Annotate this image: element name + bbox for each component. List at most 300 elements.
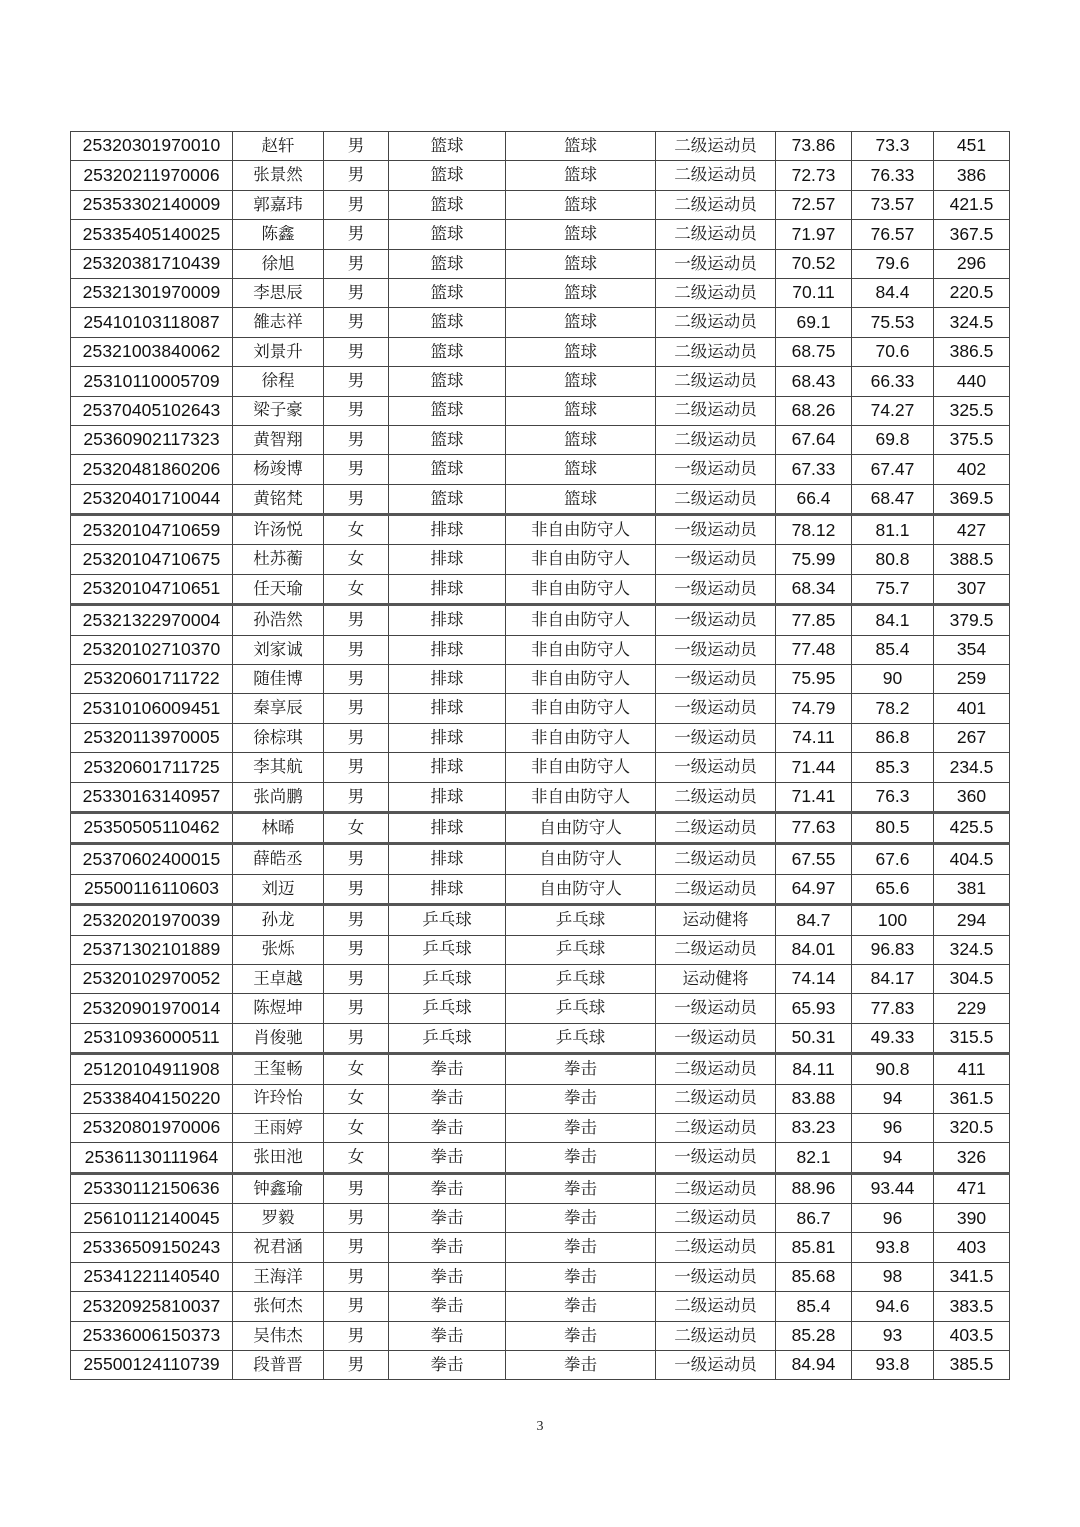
cell-score-2: 78.2 [852, 694, 934, 723]
cell-score-3: 304.5 [934, 964, 1010, 993]
cell-name: 刘迈 [233, 874, 324, 904]
cell-exam-id: 25350505110462 [71, 812, 233, 843]
cell-sport: 篮球 [389, 220, 506, 249]
cell-gender: 男 [324, 665, 389, 694]
cell-athlete-level: 二级运动员 [656, 874, 776, 904]
cell-score-3: 388.5 [934, 545, 1010, 574]
cell-sport: 篮球 [389, 425, 506, 454]
cell-exam-id: 25310110005709 [71, 367, 233, 396]
cell-gender: 男 [324, 1321, 389, 1350]
cell-name: 林晞 [233, 812, 324, 843]
cell-athlete-level: 二级运动员 [656, 1233, 776, 1262]
cell-sport: 拳击 [389, 1084, 506, 1113]
table-row [71, 723, 1010, 752]
cell-name: 徐棕琪 [233, 723, 324, 752]
cell-gender: 男 [324, 935, 389, 964]
cell-name: 陈鑫 [233, 220, 324, 249]
cell-sport: 乒乓球 [389, 1023, 506, 1053]
cell-name: 陈煜坤 [233, 994, 324, 1023]
cell-event: 自由防守人 [506, 812, 656, 843]
cell-sport: 拳击 [389, 1321, 506, 1350]
cell-score-3: 259 [934, 665, 1010, 694]
cell-event: 非自由防守人 [506, 753, 656, 782]
cell-event: 非自由防守人 [506, 574, 656, 604]
cell-exam-id: 25320801970006 [71, 1113, 233, 1142]
cell-event: 拳击 [506, 1351, 656, 1380]
cell-sport: 排球 [389, 753, 506, 782]
cell-name: 孙浩然 [233, 605, 324, 635]
cell-name: 张尚鹏 [233, 782, 324, 812]
cell-event: 非自由防守人 [506, 782, 656, 812]
cell-event: 非自由防守人 [506, 635, 656, 664]
cell-event: 拳击 [506, 1233, 656, 1262]
cell-athlete-level: 二级运动员 [656, 1321, 776, 1350]
cell-gender: 男 [324, 396, 389, 425]
cell-score-3: 421.5 [934, 190, 1010, 219]
cell-gender: 女 [324, 515, 389, 545]
cell-score-1: 85.68 [776, 1262, 852, 1291]
cell-score-2: 93.8 [852, 1351, 934, 1380]
cell-sport: 排球 [389, 812, 506, 843]
cell-gender: 男 [324, 1262, 389, 1291]
cell-sport: 篮球 [389, 278, 506, 307]
cell-sport: 拳击 [389, 1262, 506, 1291]
cell-exam-id: 25353302140009 [71, 190, 233, 219]
cell-athlete-level: 二级运动员 [656, 190, 776, 219]
cell-sport: 排球 [389, 723, 506, 752]
cell-name: 雒志祥 [233, 308, 324, 337]
cell-score-1: 69.1 [776, 308, 852, 337]
cell-score-1: 50.31 [776, 1023, 852, 1053]
cell-exam-id: 25335405140025 [71, 220, 233, 249]
cell-exam-id: 25320104710675 [71, 545, 233, 574]
cell-exam-id: 25500124110739 [71, 1351, 233, 1380]
table-row [71, 635, 1010, 664]
cell-score-1: 84.94 [776, 1351, 852, 1380]
cell-name: 张景然 [233, 161, 324, 190]
cell-score-2: 86.8 [852, 723, 934, 752]
cell-event: 篮球 [506, 161, 656, 190]
cell-event: 拳击 [506, 1204, 656, 1233]
cell-athlete-level: 运动健将 [656, 964, 776, 993]
cell-event: 乒乓球 [506, 994, 656, 1023]
cell-score-1: 77.48 [776, 635, 852, 664]
cell-gender: 男 [324, 484, 389, 514]
cell-athlete-level: 二级运动员 [656, 1113, 776, 1142]
cell-score-3: 324.5 [934, 308, 1010, 337]
cell-exam-id: 25320481860206 [71, 455, 233, 484]
cell-athlete-level: 一级运动员 [656, 545, 776, 574]
cell-athlete-level: 一级运动员 [656, 635, 776, 664]
cell-score-1: 71.41 [776, 782, 852, 812]
cell-athlete-level: 一级运动员 [656, 1143, 776, 1173]
cell-score-1: 83.88 [776, 1084, 852, 1113]
table-row [71, 694, 1010, 723]
cell-athlete-level: 二级运动员 [656, 484, 776, 514]
cell-exam-id: 25320401710044 [71, 484, 233, 514]
cell-gender: 女 [324, 1084, 389, 1113]
roster-body [71, 132, 1010, 1380]
cell-athlete-level: 一级运动员 [656, 1351, 776, 1380]
table-row [71, 812, 1010, 843]
cell-exam-id: 25336509150243 [71, 1233, 233, 1262]
cell-athlete-level: 一级运动员 [656, 1023, 776, 1053]
cell-event: 乒乓球 [506, 905, 656, 935]
cell-sport: 拳击 [389, 1143, 506, 1173]
cell-sport: 拳击 [389, 1204, 506, 1233]
cell-score-3: 369.5 [934, 484, 1010, 514]
cell-score-3: 315.5 [934, 1023, 1010, 1053]
cell-score-2: 79.6 [852, 249, 934, 278]
cell-sport: 排球 [389, 635, 506, 664]
cell-athlete-level: 一级运动员 [656, 1262, 776, 1291]
cell-score-1: 85.81 [776, 1233, 852, 1262]
table-row [71, 515, 1010, 545]
cell-athlete-level: 二级运动员 [656, 1173, 776, 1203]
cell-score-3: 296 [934, 249, 1010, 278]
cell-score-3: 294 [934, 905, 1010, 935]
cell-exam-id: 25320301970010 [71, 132, 233, 161]
cell-name: 郭嘉玮 [233, 190, 324, 219]
cell-exam-id: 25320381710439 [71, 249, 233, 278]
cell-score-2: 73.57 [852, 190, 934, 219]
cell-sport: 拳击 [389, 1351, 506, 1380]
cell-score-1: 78.12 [776, 515, 852, 545]
cell-score-3: 402 [934, 455, 1010, 484]
cell-score-3: 404.5 [934, 844, 1010, 874]
cell-gender: 男 [324, 1204, 389, 1233]
cell-exam-id: 25320102970052 [71, 964, 233, 993]
cell-score-2: 74.27 [852, 396, 934, 425]
cell-score-2: 67.47 [852, 455, 934, 484]
table-row [71, 753, 1010, 782]
cell-score-1: 71.44 [776, 753, 852, 782]
cell-sport: 排球 [389, 545, 506, 574]
table-row [71, 367, 1010, 396]
cell-score-1: 72.57 [776, 190, 852, 219]
cell-exam-id: 25361130111964 [71, 1143, 233, 1173]
cell-score-3: 324.5 [934, 935, 1010, 964]
cell-sport: 拳击 [389, 1233, 506, 1262]
cell-event: 非自由防守人 [506, 545, 656, 574]
cell-score-2: 84.1 [852, 605, 934, 635]
cell-name: 张田池 [233, 1143, 324, 1173]
cell-gender: 男 [324, 874, 389, 904]
cell-athlete-level: 一级运动员 [656, 249, 776, 278]
cell-gender: 男 [324, 994, 389, 1023]
cell-score-2: 75.53 [852, 308, 934, 337]
cell-athlete-level: 二级运动员 [656, 1204, 776, 1233]
table-row [71, 1292, 1010, 1321]
cell-gender: 男 [324, 190, 389, 219]
cell-exam-id: 25320601711722 [71, 665, 233, 694]
cell-exam-id: 25330112150636 [71, 1173, 233, 1203]
table-row [71, 1143, 1010, 1173]
cell-athlete-level: 一级运动员 [656, 455, 776, 484]
cell-sport: 排球 [389, 665, 506, 694]
cell-event: 篮球 [506, 308, 656, 337]
table-row [71, 425, 1010, 454]
cell-exam-id: 25321003840062 [71, 337, 233, 366]
cell-name: 罗毅 [233, 1204, 324, 1233]
cell-exam-id: 25320601711725 [71, 753, 233, 782]
cell-score-2: 73.3 [852, 132, 934, 161]
cell-event: 拳击 [506, 1173, 656, 1203]
cell-score-3: 220.5 [934, 278, 1010, 307]
cell-exam-id: 25320901970014 [71, 994, 233, 1023]
table-row [71, 1173, 1010, 1203]
cell-sport: 拳击 [389, 1054, 506, 1084]
cell-score-3: 451 [934, 132, 1010, 161]
cell-exam-id: 25120104911908 [71, 1054, 233, 1084]
table-row [71, 132, 1010, 161]
cell-score-3: 375.5 [934, 425, 1010, 454]
cell-sport: 篮球 [389, 484, 506, 514]
cell-score-1: 85.28 [776, 1321, 852, 1350]
cell-score-1: 66.4 [776, 484, 852, 514]
cell-name: 梁子豪 [233, 396, 324, 425]
cell-gender: 男 [324, 455, 389, 484]
cell-score-3: 367.5 [934, 220, 1010, 249]
cell-sport: 排球 [389, 694, 506, 723]
table-row [71, 905, 1010, 935]
cell-sport: 乒乓球 [389, 935, 506, 964]
table-row [71, 665, 1010, 694]
cell-athlete-level: 二级运动员 [656, 1292, 776, 1321]
table-row [71, 396, 1010, 425]
table-row [71, 1321, 1010, 1350]
cell-sport: 拳击 [389, 1113, 506, 1142]
cell-sport: 篮球 [389, 190, 506, 219]
cell-score-1: 74.79 [776, 694, 852, 723]
cell-exam-id: 25321322970004 [71, 605, 233, 635]
cell-event: 乒乓球 [506, 1023, 656, 1053]
cell-score-2: 65.6 [852, 874, 934, 904]
cell-score-1: 73.86 [776, 132, 852, 161]
cell-score-2: 49.33 [852, 1023, 934, 1053]
cell-name: 许玲怡 [233, 1084, 324, 1113]
cell-gender: 女 [324, 812, 389, 843]
cell-score-1: 64.97 [776, 874, 852, 904]
cell-score-1: 88.96 [776, 1173, 852, 1203]
cell-athlete-level: 二级运动员 [656, 396, 776, 425]
table-row [71, 278, 1010, 307]
cell-score-1: 75.95 [776, 665, 852, 694]
cell-name: 刘家诚 [233, 635, 324, 664]
table-row [71, 545, 1010, 574]
cell-score-1: 74.14 [776, 964, 852, 993]
cell-gender: 男 [324, 844, 389, 874]
table-row [71, 844, 1010, 874]
cell-event: 拳击 [506, 1143, 656, 1173]
cell-event: 篮球 [506, 484, 656, 514]
cell-score-2: 90 [852, 665, 934, 694]
cell-score-3: 267 [934, 723, 1010, 752]
cell-exam-id: 25310936000511 [71, 1023, 233, 1053]
cell-event: 篮球 [506, 367, 656, 396]
cell-exam-id: 25320113970005 [71, 723, 233, 752]
cell-name: 李其航 [233, 753, 324, 782]
cell-score-2: 90.8 [852, 1054, 934, 1084]
cell-sport: 篮球 [389, 249, 506, 278]
cell-score-3: 307 [934, 574, 1010, 604]
cell-name: 钟鑫瑜 [233, 1173, 324, 1203]
cell-athlete-level: 二级运动员 [656, 935, 776, 964]
cell-name: 杜苏蘅 [233, 545, 324, 574]
cell-gender: 男 [324, 367, 389, 396]
cell-gender: 男 [324, 308, 389, 337]
cell-event: 篮球 [506, 220, 656, 249]
cell-exam-id: 25410103118087 [71, 308, 233, 337]
cell-score-1: 68.75 [776, 337, 852, 366]
cell-name: 王卓越 [233, 964, 324, 993]
cell-sport: 排球 [389, 844, 506, 874]
cell-score-1: 67.33 [776, 455, 852, 484]
cell-score-1: 68.43 [776, 367, 852, 396]
cell-gender: 男 [324, 635, 389, 664]
cell-score-2: 93.8 [852, 1233, 934, 1262]
table-row [71, 935, 1010, 964]
cell-score-3: 360 [934, 782, 1010, 812]
cell-score-2: 80.8 [852, 545, 934, 574]
table-row [71, 220, 1010, 249]
cell-sport: 乒乓球 [389, 964, 506, 993]
cell-gender: 男 [324, 132, 389, 161]
cell-score-2: 67.6 [852, 844, 934, 874]
cell-score-2: 76.3 [852, 782, 934, 812]
cell-score-3: 403.5 [934, 1321, 1010, 1350]
cell-score-3: 390 [934, 1204, 1010, 1233]
cell-athlete-level: 二级运动员 [656, 161, 776, 190]
table-row [71, 1084, 1010, 1113]
cell-score-1: 77.63 [776, 812, 852, 843]
table-row [71, 484, 1010, 514]
cell-score-2: 98 [852, 1262, 934, 1291]
cell-athlete-level: 二级运动员 [656, 782, 776, 812]
cell-name: 王雨婷 [233, 1113, 324, 1142]
cell-score-3: 379.5 [934, 605, 1010, 635]
cell-score-1: 68.26 [776, 396, 852, 425]
cell-score-3: 341.5 [934, 1262, 1010, 1291]
cell-athlete-level: 二级运动员 [656, 337, 776, 366]
cell-score-1: 83.23 [776, 1113, 852, 1142]
cell-exam-id: 25341221140540 [71, 1262, 233, 1291]
cell-score-1: 86.7 [776, 1204, 852, 1233]
cell-event: 篮球 [506, 132, 656, 161]
cell-sport: 篮球 [389, 308, 506, 337]
cell-score-2: 68.47 [852, 484, 934, 514]
cell-score-2: 75.7 [852, 574, 934, 604]
table-row [71, 1113, 1010, 1142]
cell-score-2: 94 [852, 1084, 934, 1113]
cell-exam-id: 25320211970006 [71, 161, 233, 190]
cell-athlete-level: 二级运动员 [656, 844, 776, 874]
cell-sport: 篮球 [389, 337, 506, 366]
table-row [71, 1023, 1010, 1053]
cell-exam-id: 25500116110603 [71, 874, 233, 904]
cell-gender: 女 [324, 1143, 389, 1173]
cell-event: 篮球 [506, 455, 656, 484]
cell-score-2: 94 [852, 1143, 934, 1173]
cell-name: 秦享辰 [233, 694, 324, 723]
cell-event: 乒乓球 [506, 964, 656, 993]
cell-exam-id: 25371302101889 [71, 935, 233, 964]
cell-score-2: 76.57 [852, 220, 934, 249]
cell-event: 拳击 [506, 1321, 656, 1350]
cell-athlete-level: 二级运动员 [656, 220, 776, 249]
cell-sport: 篮球 [389, 132, 506, 161]
cell-athlete-level: 运动健将 [656, 905, 776, 935]
cell-sport: 篮球 [389, 367, 506, 396]
cell-athlete-level: 一级运动员 [656, 753, 776, 782]
cell-score-3: 325.5 [934, 396, 1010, 425]
cell-event: 拳击 [506, 1262, 656, 1291]
cell-score-2: 94.6 [852, 1292, 934, 1321]
cell-score-3: 361.5 [934, 1084, 1010, 1113]
cell-gender: 男 [324, 1351, 389, 1380]
table-row [71, 782, 1010, 812]
cell-sport: 排球 [389, 574, 506, 604]
cell-score-2: 100 [852, 905, 934, 935]
cell-sport: 拳击 [389, 1173, 506, 1203]
cell-score-1: 70.52 [776, 249, 852, 278]
cell-event: 非自由防守人 [506, 605, 656, 635]
cell-gender: 男 [324, 1173, 389, 1203]
cell-score-2: 69.8 [852, 425, 934, 454]
cell-score-3: 320.5 [934, 1113, 1010, 1142]
table-row [71, 1054, 1010, 1084]
cell-sport: 篮球 [389, 161, 506, 190]
page-number: 3 [536, 1419, 544, 1434]
cell-name: 黄智翔 [233, 425, 324, 454]
cell-score-3: 440 [934, 367, 1010, 396]
cell-score-3: 401 [934, 694, 1010, 723]
cell-score-1: 65.93 [776, 994, 852, 1023]
cell-name: 刘景升 [233, 337, 324, 366]
cell-exam-id: 25310106009451 [71, 694, 233, 723]
cell-gender: 男 [324, 905, 389, 935]
cell-score-3: 326 [934, 1143, 1010, 1173]
table-row [71, 874, 1010, 904]
table-row [71, 1351, 1010, 1380]
cell-score-2: 96.83 [852, 935, 934, 964]
cell-exam-id: 25330163140957 [71, 782, 233, 812]
cell-exam-id: 25321301970009 [71, 278, 233, 307]
table-row [71, 994, 1010, 1023]
cell-event: 非自由防守人 [506, 723, 656, 752]
cell-exam-id: 25610112140045 [71, 1204, 233, 1233]
cell-athlete-level: 二级运动员 [656, 308, 776, 337]
table-row [71, 1262, 1010, 1291]
cell-gender: 男 [324, 1023, 389, 1053]
cell-gender: 男 [324, 278, 389, 307]
cell-score-3: 385.5 [934, 1351, 1010, 1380]
cell-name: 李思辰 [233, 278, 324, 307]
cell-score-2: 84.17 [852, 964, 934, 993]
cell-name: 吴伟杰 [233, 1321, 324, 1350]
cell-event: 拳击 [506, 1292, 656, 1321]
cell-event: 篮球 [506, 190, 656, 219]
cell-name: 祝君涵 [233, 1233, 324, 1262]
cell-score-1: 77.85 [776, 605, 852, 635]
cell-name: 薛皓丞 [233, 844, 324, 874]
cell-score-2: 77.83 [852, 994, 934, 1023]
table-row [71, 249, 1010, 278]
cell-event: 自由防守人 [506, 874, 656, 904]
cell-score-1: 67.64 [776, 425, 852, 454]
cell-score-1: 85.4 [776, 1292, 852, 1321]
cell-event: 拳击 [506, 1054, 656, 1084]
